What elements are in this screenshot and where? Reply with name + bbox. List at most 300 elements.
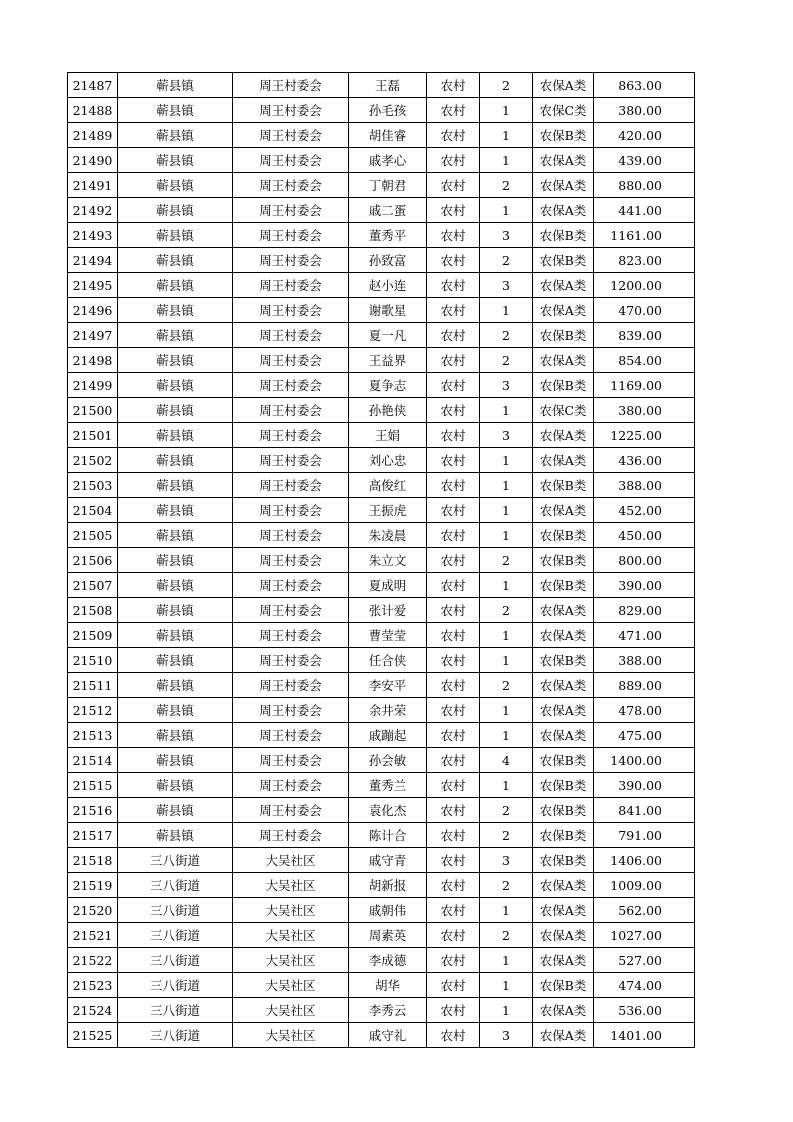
table-row [68, 473, 695, 498]
town-cell: 蕲县镇 [118, 398, 233, 423]
serial-number-cell: 21496 [68, 298, 118, 323]
town-cell: 蕲县镇 [118, 748, 233, 773]
serial-number-cell: 21495 [68, 273, 118, 298]
table-row [68, 873, 695, 898]
household-type-cell: 农村 [427, 248, 480, 273]
table-row [68, 673, 695, 698]
persons-cell: 1 [480, 523, 533, 548]
table-row [68, 998, 695, 1023]
town-cell: 蕲县镇 [118, 273, 233, 298]
serial-number-cell: 21497 [68, 323, 118, 348]
insurance-class-cell: 农保A类 [533, 598, 594, 623]
amount-cell: 452.00 [594, 498, 695, 523]
village-cell: 大吴社区 [233, 1023, 349, 1048]
name-cell: 戚守青 [349, 848, 427, 873]
village-cell: 周王村委会 [233, 98, 349, 123]
village-cell: 周王村委会 [233, 248, 349, 273]
village-cell: 周王村委会 [233, 823, 349, 848]
name-cell: 朱凌晨 [349, 523, 427, 548]
serial-number-cell: 21500 [68, 398, 118, 423]
village-cell: 周王村委会 [233, 798, 349, 823]
table-row [68, 973, 695, 998]
village-cell: 周王村委会 [233, 198, 349, 223]
village-cell: 周王村委会 [233, 223, 349, 248]
household-type-cell: 农村 [427, 173, 480, 198]
household-type-cell: 农村 [427, 898, 480, 923]
table-row [68, 548, 695, 573]
name-cell: 王娟 [349, 423, 427, 448]
amount-cell: 441.00 [594, 198, 695, 223]
insurance-class-cell: 农保A类 [533, 673, 594, 698]
serial-number-cell: 21502 [68, 448, 118, 473]
town-cell: 蕲县镇 [118, 223, 233, 248]
serial-number-cell: 21511 [68, 673, 118, 698]
amount-cell: 527.00 [594, 948, 695, 973]
household-type-cell: 农村 [427, 648, 480, 673]
town-cell: 蕲县镇 [118, 473, 233, 498]
serial-number-cell: 21505 [68, 523, 118, 548]
household-type-cell: 农村 [427, 448, 480, 473]
table-row [68, 923, 695, 948]
persons-cell: 1 [480, 898, 533, 923]
persons-cell: 1 [480, 698, 533, 723]
town-cell: 蕲县镇 [118, 573, 233, 598]
amount-cell: 562.00 [594, 898, 695, 923]
serial-number-cell: 21513 [68, 723, 118, 748]
name-cell: 李成德 [349, 948, 427, 973]
table-row [68, 748, 695, 773]
village-cell: 周王村委会 [233, 673, 349, 698]
name-cell: 赵小连 [349, 273, 427, 298]
name-cell: 董秀兰 [349, 773, 427, 798]
table-row [68, 498, 695, 523]
name-cell: 曹莹莹 [349, 623, 427, 648]
serial-number-cell: 21523 [68, 973, 118, 998]
persons-cell: 3 [480, 423, 533, 448]
amount-cell: 536.00 [594, 998, 695, 1023]
serial-number-cell: 21489 [68, 123, 118, 148]
town-cell: 蕲县镇 [118, 798, 233, 823]
table-row [68, 448, 695, 473]
insurance-class-cell: 农保B类 [533, 823, 594, 848]
insurance-class-cell: 农保B类 [533, 473, 594, 498]
village-cell: 周王村委会 [233, 648, 349, 673]
household-type-cell: 农村 [427, 948, 480, 973]
table-row [68, 323, 695, 348]
name-cell: 戚孝心 [349, 148, 427, 173]
town-cell: 蕲县镇 [118, 598, 233, 623]
insurance-class-cell: 农保C类 [533, 98, 594, 123]
persons-cell: 1 [480, 123, 533, 148]
persons-cell: 1 [480, 648, 533, 673]
amount-cell: 841.00 [594, 798, 695, 823]
insurance-class-cell: 农保A类 [533, 198, 594, 223]
amount-cell: 839.00 [594, 323, 695, 348]
town-cell: 蕲县镇 [118, 323, 233, 348]
village-cell: 周王村委会 [233, 348, 349, 373]
serial-number-cell: 21515 [68, 773, 118, 798]
village-cell: 大吴社区 [233, 848, 349, 873]
amount-cell: 471.00 [594, 623, 695, 648]
name-cell: 孙致富 [349, 248, 427, 273]
town-cell: 蕲县镇 [118, 198, 233, 223]
table-row [68, 573, 695, 598]
name-cell: 戚蹦起 [349, 723, 427, 748]
roster-table [67, 72, 695, 1048]
insurance-class-cell: 农保B类 [533, 848, 594, 873]
name-cell: 余井荣 [349, 698, 427, 723]
village-cell: 周王村委会 [233, 498, 349, 523]
insurance-class-cell: 农保A类 [533, 348, 594, 373]
insurance-class-cell: 农保B类 [533, 523, 594, 548]
serial-number-cell: 21508 [68, 598, 118, 623]
table-row [68, 848, 695, 873]
serial-number-cell: 21491 [68, 173, 118, 198]
village-cell: 大吴社区 [233, 898, 349, 923]
household-type-cell: 农村 [427, 1023, 480, 1048]
household-type-cell: 农村 [427, 323, 480, 348]
insurance-class-cell: 农保A类 [533, 873, 594, 898]
persons-cell: 3 [480, 848, 533, 873]
amount-cell: 880.00 [594, 173, 695, 198]
amount-cell: 1406.00 [594, 848, 695, 873]
persons-cell: 2 [480, 798, 533, 823]
insurance-class-cell: 农保B类 [533, 323, 594, 348]
village-cell: 周王村委会 [233, 773, 349, 798]
household-type-cell: 农村 [427, 973, 480, 998]
insurance-class-cell: 农保B类 [533, 373, 594, 398]
town-cell: 三八街道 [118, 873, 233, 898]
name-cell: 王益界 [349, 348, 427, 373]
name-cell: 夏一凡 [349, 323, 427, 348]
amount-cell: 390.00 [594, 773, 695, 798]
town-cell: 蕲县镇 [118, 448, 233, 473]
village-cell: 周王村委会 [233, 748, 349, 773]
serial-number-cell: 21519 [68, 873, 118, 898]
insurance-class-cell: 农保A类 [533, 148, 594, 173]
amount-cell: 1009.00 [594, 873, 695, 898]
insurance-class-cell: 农保A类 [533, 923, 594, 948]
amount-cell: 388.00 [594, 648, 695, 673]
insurance-class-cell: 农保A类 [533, 423, 594, 448]
household-type-cell: 农村 [427, 98, 480, 123]
table-row [68, 248, 695, 273]
serial-number-cell: 21517 [68, 823, 118, 848]
village-cell: 周王村委会 [233, 273, 349, 298]
town-cell: 蕲县镇 [118, 373, 233, 398]
amount-cell: 439.00 [594, 148, 695, 173]
village-cell: 周王村委会 [233, 373, 349, 398]
insurance-class-cell: 农保B类 [533, 248, 594, 273]
name-cell: 谢歌星 [349, 298, 427, 323]
name-cell: 袁化杰 [349, 798, 427, 823]
household-type-cell: 农村 [427, 223, 480, 248]
persons-cell: 1 [480, 773, 533, 798]
roster-body [68, 73, 695, 1048]
table-row [68, 148, 695, 173]
amount-cell: 478.00 [594, 698, 695, 723]
amount-cell: 854.00 [594, 348, 695, 373]
town-cell: 蕲县镇 [118, 248, 233, 273]
household-type-cell: 农村 [427, 923, 480, 948]
persons-cell: 2 [480, 923, 533, 948]
household-type-cell: 农村 [427, 423, 480, 448]
persons-cell: 2 [480, 823, 533, 848]
amount-cell: 1169.00 [594, 373, 695, 398]
town-cell: 三八街道 [118, 898, 233, 923]
insurance-class-cell: 农保B类 [533, 798, 594, 823]
village-cell: 大吴社区 [233, 973, 349, 998]
table-row [68, 698, 695, 723]
household-type-cell: 农村 [427, 848, 480, 873]
name-cell: 戚二蛋 [349, 198, 427, 223]
serial-number-cell: 21498 [68, 348, 118, 373]
amount-cell: 390.00 [594, 573, 695, 598]
village-cell: 周王村委会 [233, 698, 349, 723]
amount-cell: 829.00 [594, 598, 695, 623]
household-type-cell: 农村 [427, 548, 480, 573]
serial-number-cell: 21514 [68, 748, 118, 773]
household-type-cell: 农村 [427, 198, 480, 223]
village-cell: 周王村委会 [233, 573, 349, 598]
amount-cell: 1161.00 [594, 223, 695, 248]
persons-cell: 1 [480, 573, 533, 598]
village-cell: 周王村委会 [233, 123, 349, 148]
serial-number-cell: 21521 [68, 923, 118, 948]
serial-number-cell: 21488 [68, 98, 118, 123]
table-row [68, 98, 695, 123]
name-cell: 王磊 [349, 73, 427, 98]
serial-number-cell: 21524 [68, 998, 118, 1023]
village-cell: 周王村委会 [233, 723, 349, 748]
table-row [68, 723, 695, 748]
household-type-cell: 农村 [427, 773, 480, 798]
insurance-class-cell: 农保A类 [533, 998, 594, 1023]
amount-cell: 470.00 [594, 298, 695, 323]
insurance-class-cell: 农保A类 [533, 173, 594, 198]
persons-cell: 3 [480, 1023, 533, 1048]
amount-cell: 800.00 [594, 548, 695, 573]
name-cell: 周素英 [349, 923, 427, 948]
town-cell: 蕲县镇 [118, 348, 233, 373]
name-cell: 戚守礼 [349, 1023, 427, 1048]
persons-cell: 1 [480, 498, 533, 523]
table-row [68, 1023, 695, 1048]
household-type-cell: 农村 [427, 273, 480, 298]
persons-cell: 1 [480, 723, 533, 748]
name-cell: 孙艳侠 [349, 398, 427, 423]
table-row [68, 623, 695, 648]
amount-cell: 380.00 [594, 398, 695, 423]
serial-number-cell: 21504 [68, 498, 118, 523]
table-row [68, 948, 695, 973]
persons-cell: 3 [480, 223, 533, 248]
household-type-cell: 农村 [427, 873, 480, 898]
insurance-class-cell: 农保A类 [533, 298, 594, 323]
persons-cell: 2 [480, 173, 533, 198]
persons-cell: 1 [480, 948, 533, 973]
name-cell: 戚朝伟 [349, 898, 427, 923]
name-cell: 任合侠 [349, 648, 427, 673]
persons-cell: 2 [480, 673, 533, 698]
table-row [68, 648, 695, 673]
town-cell: 蕲县镇 [118, 173, 233, 198]
table-row [68, 348, 695, 373]
village-cell: 大吴社区 [233, 948, 349, 973]
town-cell: 蕲县镇 [118, 123, 233, 148]
village-cell: 周王村委会 [233, 323, 349, 348]
amount-cell: 889.00 [594, 673, 695, 698]
insurance-class-cell: 农保B类 [533, 223, 594, 248]
persons-cell: 2 [480, 598, 533, 623]
town-cell: 蕲县镇 [118, 698, 233, 723]
household-type-cell: 农村 [427, 673, 480, 698]
name-cell: 李秀云 [349, 998, 427, 1023]
household-type-cell: 农村 [427, 798, 480, 823]
town-cell: 三八街道 [118, 948, 233, 973]
village-cell: 周王村委会 [233, 398, 349, 423]
name-cell: 孙毛孩 [349, 98, 427, 123]
town-cell: 蕲县镇 [118, 73, 233, 98]
name-cell: 李安平 [349, 673, 427, 698]
insurance-class-cell: 农保A类 [533, 698, 594, 723]
name-cell: 董秀平 [349, 223, 427, 248]
table-row [68, 373, 695, 398]
table-row [68, 298, 695, 323]
insurance-class-cell: 农保A类 [533, 1023, 594, 1048]
household-type-cell: 农村 [427, 623, 480, 648]
serial-number-cell: 21520 [68, 898, 118, 923]
town-cell: 蕲县镇 [118, 498, 233, 523]
town-cell: 三八街道 [118, 973, 233, 998]
household-type-cell: 农村 [427, 748, 480, 773]
persons-cell: 2 [480, 873, 533, 898]
town-cell: 蕲县镇 [118, 148, 233, 173]
amount-cell: 474.00 [594, 973, 695, 998]
household-type-cell: 农村 [427, 573, 480, 598]
table-row [68, 598, 695, 623]
persons-cell: 1 [480, 998, 533, 1023]
village-cell: 周王村委会 [233, 598, 349, 623]
amount-cell: 1027.00 [594, 923, 695, 948]
amount-cell: 863.00 [594, 73, 695, 98]
persons-cell: 2 [480, 548, 533, 573]
town-cell: 蕲县镇 [118, 823, 233, 848]
amount-cell: 1401.00 [594, 1023, 695, 1048]
insurance-class-cell: 农保A类 [533, 498, 594, 523]
town-cell: 蕲县镇 [118, 648, 233, 673]
table-row [68, 123, 695, 148]
persons-cell: 1 [480, 398, 533, 423]
household-type-cell: 农村 [427, 348, 480, 373]
insurance-class-cell: 农保C类 [533, 398, 594, 423]
table-row [68, 423, 695, 448]
name-cell: 王振虎 [349, 498, 427, 523]
village-cell: 周王村委会 [233, 523, 349, 548]
village-cell: 大吴社区 [233, 998, 349, 1023]
insurance-class-cell: 农保B类 [533, 548, 594, 573]
table-row [68, 198, 695, 223]
town-cell: 蕲县镇 [118, 98, 233, 123]
serial-number-cell: 21499 [68, 373, 118, 398]
insurance-class-cell: 农保B类 [533, 123, 594, 148]
household-type-cell: 农村 [427, 598, 480, 623]
household-type-cell: 农村 [427, 298, 480, 323]
insurance-class-cell: 农保A类 [533, 448, 594, 473]
household-type-cell: 农村 [427, 148, 480, 173]
insurance-class-cell: 农保A类 [533, 898, 594, 923]
insurance-class-cell: 农保B类 [533, 773, 594, 798]
persons-cell: 2 [480, 348, 533, 373]
serial-number-cell: 21506 [68, 548, 118, 573]
amount-cell: 1225.00 [594, 423, 695, 448]
name-cell: 张计爱 [349, 598, 427, 623]
name-cell: 夏成明 [349, 573, 427, 598]
amount-cell: 1400.00 [594, 748, 695, 773]
name-cell: 胡新报 [349, 873, 427, 898]
household-type-cell: 农村 [427, 998, 480, 1023]
name-cell: 陈计合 [349, 823, 427, 848]
name-cell: 孙会敏 [349, 748, 427, 773]
serial-number-cell: 21516 [68, 798, 118, 823]
insurance-class-cell: 农保B类 [533, 748, 594, 773]
insurance-class-cell: 农保A类 [533, 623, 594, 648]
persons-cell: 2 [480, 73, 533, 98]
village-cell: 周王村委会 [233, 148, 349, 173]
town-cell: 蕲县镇 [118, 623, 233, 648]
name-cell: 高俊红 [349, 473, 427, 498]
household-type-cell: 农村 [427, 698, 480, 723]
amount-cell: 388.00 [594, 473, 695, 498]
town-cell: 蕲县镇 [118, 723, 233, 748]
serial-number-cell: 21492 [68, 198, 118, 223]
household-type-cell: 农村 [427, 373, 480, 398]
town-cell: 三八街道 [118, 1023, 233, 1048]
serial-number-cell: 21493 [68, 223, 118, 248]
name-cell: 胡华 [349, 973, 427, 998]
table-row [68, 898, 695, 923]
table-row [68, 173, 695, 198]
town-cell: 蕲县镇 [118, 548, 233, 573]
household-type-cell: 农村 [427, 123, 480, 148]
village-cell: 周王村委会 [233, 298, 349, 323]
household-type-cell: 农村 [427, 723, 480, 748]
table-row [68, 73, 695, 98]
persons-cell: 2 [480, 323, 533, 348]
table-row [68, 823, 695, 848]
insurance-class-cell: 农保B类 [533, 973, 594, 998]
insurance-class-cell: 农保B类 [533, 573, 594, 598]
town-cell: 三八街道 [118, 923, 233, 948]
amount-cell: 436.00 [594, 448, 695, 473]
name-cell: 丁朝君 [349, 173, 427, 198]
household-type-cell: 农村 [427, 523, 480, 548]
household-type-cell: 农村 [427, 473, 480, 498]
persons-cell: 1 [480, 473, 533, 498]
amount-cell: 420.00 [594, 123, 695, 148]
town-cell: 三八街道 [118, 998, 233, 1023]
town-cell: 蕲县镇 [118, 298, 233, 323]
town-cell: 三八街道 [118, 848, 233, 873]
table-row [68, 773, 695, 798]
serial-number-cell: 21525 [68, 1023, 118, 1048]
village-cell: 周王村委会 [233, 548, 349, 573]
persons-cell: 3 [480, 373, 533, 398]
town-cell: 蕲县镇 [118, 423, 233, 448]
insurance-class-cell: 农保A类 [533, 948, 594, 973]
persons-cell: 2 [480, 248, 533, 273]
name-cell: 朱立文 [349, 548, 427, 573]
